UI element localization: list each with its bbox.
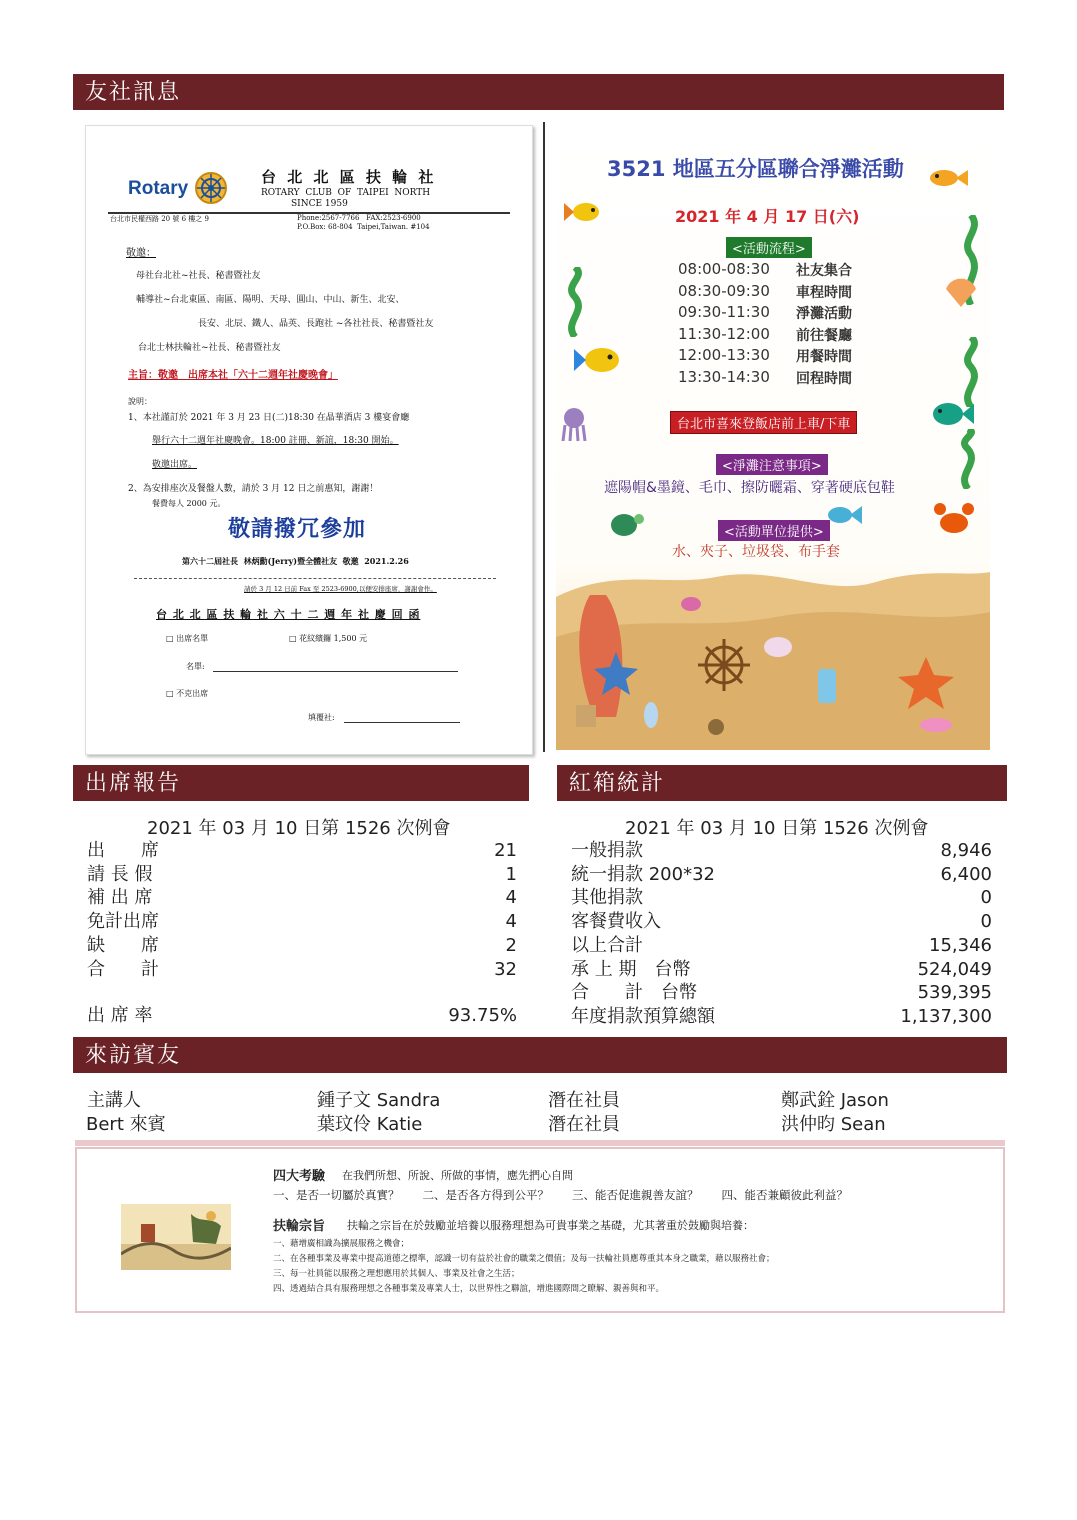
schedule-time: 08:30-09:30 [678,281,770,300]
section-header-redbox: 紅箱統計 [557,765,1007,801]
club-address: 台北市民權西路 20 號 6 樓之 9 [110,215,209,223]
letter-note-2b: 餐費每人 2000 元。 [152,499,226,508]
schedule-time: 08:00-08:30 [678,260,770,278]
attendance-row [87,910,517,934]
redbox-value: 6,400 [940,863,992,885]
letter-note-2: 2、為安排座次及餐盤人數，請於 3 月 12 日之前惠知，謝謝！ [128,484,379,494]
attendance-row [87,886,517,910]
attendance-label: 合 計 [87,958,159,980]
redbox-label: 以上合計 [571,934,643,956]
sand-dunes-illustration [556,557,990,750]
reply-name-line [213,671,458,672]
visitor-col1-row2: Bert 來賓 [86,1114,166,1135]
attendance-value: 4 [505,887,517,909]
attendance-label: 免計出席 [87,911,159,933]
schedule-item: 淨灘活動 [796,306,852,323]
attendance-value: 2 [505,934,517,956]
attendance-row [87,863,517,887]
object-item-3: 三、每一社員能以服務之理想應用於其個人、事業及社會之生活； [273,1269,520,1279]
section-header-attendance: 出席報告 [73,765,529,801]
letter-line-2: 輔導社~台北東區、南區、陽明、天母、圓山、中山、新生、北安、 [136,295,405,305]
octopus-icon [561,407,587,441]
reply-fill-line [344,722,460,723]
poster-supply: 水、夾子、垃圾袋、布手套 [672,544,840,560]
redbox-label: 客餐費收入 [571,911,661,933]
attendance-label: 請 長 假 [87,863,153,885]
attendance-label: 補 出 席 [87,887,153,909]
visitor-col4-row2: 洪仲昀 Sean [781,1114,886,1135]
attendance-rate-row [87,1004,517,1028]
schedule-item: 回程時間 [796,371,852,387]
poster-flow-label: <活動流程> [726,237,812,258]
section-header-visitors: 來訪賓友 [73,1037,1007,1073]
reply-dotted-rule [134,578,496,579]
schedule-time: 13:30-14:30 [678,368,770,386]
attendance-row [87,934,517,958]
poster-supply-label: <活動單位提供> [718,520,830,541]
fish-icon [928,167,968,189]
attendance-value: 1 [505,863,517,885]
attendance-value: 21 [494,840,517,861]
object-item-2: 二、在各種事業及專業中提高道德之標準，認識一切有益於社會的職業之價值；及每一扶輪社員應尊重其本身之職業，藉以服務社會； [273,1254,775,1264]
letter-line-4: 台北士林扶輪社~社長、秘書暨社友 [138,343,281,353]
schedule-item: 社友集合 [796,263,852,279]
redbox-value: 0 [980,887,992,909]
attendance-label: 出 席 [87,840,159,861]
poster-date: 2021 年 4 月 17 日(六) [675,207,860,226]
attendance-value: 32 [494,958,517,980]
four-way-test-items: 一、是否一切屬於真實？ 二、是否各方得到公平？ 三、能否促進親善友誼？ 四、能否兼顧彼此利益？ [273,1188,848,1202]
club-name: 台 北 北 區 扶 輪 社 [261,168,437,186]
visitor-col2-row1: 鍾子文 Sandra [317,1090,441,1111]
redbox-row [571,1005,992,1029]
redbox-value: 15,346 [929,934,992,956]
shell-icon [944,277,978,307]
reply-title: 台 北 北 區 扶 輪 社 六 十 二 週 年 社 慶 回 函 [156,608,421,621]
club-since: SINCE 1959 [291,199,348,209]
letter-note-1c: 敬邀出席。 [152,460,198,470]
redbox-value: 524,049 [917,958,992,980]
visitor-col3-row2: 潛在社員 [548,1114,620,1135]
four-way-test-intro: 在我們所想、所說、所做的事情，應先捫心自問 [342,1169,573,1182]
schedule-time: 11:30-12:00 [678,324,770,343]
reply-option-absent: □ 不克出席 [166,689,209,698]
visitor-col1-row1: 主講人 [87,1090,141,1111]
letter-headline: 敬請撥冗參加 [228,516,367,542]
landscape-painting-image [121,1204,231,1270]
letter-to-label: 敬邀： [126,248,156,259]
four-way-test-title: 四大考驗 [273,1169,326,1184]
redbox-value: 1,137,300 [900,1005,992,1027]
redbox-label: 承 上 期 台幣 [571,958,691,980]
reply-note: 請於 3 月 12 日前 Fax 至 2523-6900,以便安排座席，謝謝會作。 [244,585,437,593]
schedule-item: 車程時間 [796,284,852,301]
schedule-time: 09:30-11:30 [678,303,770,322]
attendance-row [87,839,517,863]
redbox-label: 統一捐款 200*32 [571,863,715,885]
redbox-subtitle: 2021 年 03 月 10 日第 1526 次例會 [625,818,929,839]
redbox-row [571,981,992,1005]
object-of-rotary-title: 扶輪宗旨 [273,1219,326,1234]
schedule-item: 用餐時間 [796,349,852,366]
attendance-row [87,958,517,982]
footer-rule-light [75,1140,1005,1146]
turtle-icon [604,507,644,543]
crab-icon [932,501,976,541]
poster-notice-label: <淨灘注意事項> [716,454,828,475]
redbox-row [571,934,992,958]
redbox-row [571,886,992,910]
column-divider [543,122,545,752]
redbox-row [571,910,992,934]
attendance-value: 4 [505,911,517,933]
section-header-friends: 友社訊息 [73,74,1004,110]
letter-line-1: 母社台北社~社長、秘書暨社友 [136,271,261,281]
attendance-label: 缺 席 [87,934,159,956]
object-item-4: 四、透過結合具有服務理想之各種事業及專業人士，以世界性之聯誼，增進國際間之瞭解、親善與和平。 [273,1284,665,1294]
seaweed-icon [954,337,988,407]
redbox-row [571,863,992,887]
redbox-label: 一般捐款 [571,840,643,861]
redbox-row [571,958,992,982]
reply-option-gift: □ 花紋繽鑼 1,500 元 [289,634,368,643]
redbox-value: 539,395 [917,982,992,1004]
letter-note-1b: 舉行六十二週年社慶晚會。18:00 註冊、新誼，18:30 開始。 [152,436,399,446]
fish-icon [574,343,622,377]
redbox-value: 0 [980,911,992,933]
redbox-label: 其他捐款 [571,887,643,909]
rotary-wordmark: Rotary [128,178,189,199]
letter-note-1: 1、本社謹訂於 2021 年 3 月 23 日(二)18:30 在晶華酒店 3 樓宴會廳 [128,413,410,423]
club-pobox: P.O.Box: 68-804 Taipei,Taiwan. #104 [297,223,430,231]
redbox-row [571,839,992,863]
invitation-letter [85,125,533,755]
reply-name-label: 名單: [186,662,205,671]
visitor-col2-row2: 葉玟伶 Katie [317,1114,423,1135]
visitor-col3-row1: 潛在社員 [548,1090,620,1111]
attendance-rate-value: 93.75% [448,1005,517,1026]
letter-signature: 第六十二屆社長 林炳勳(Jerry)暨全體社友 敬邀 2021.2.26 [182,556,409,566]
letter-subject: 主旨：敬邀 出席本社「六十二週年社慶晚會」 [128,370,338,381]
reply-option-attend: □ 出席名單 [166,634,209,643]
rotary-wheel-icon [193,170,229,206]
letter-line-3: 長安、北辰、鐵人、晶英、長跑社 ~各社社長、秘書暨社友 [198,319,434,329]
object-item-1: 一、藉增廣相識為擴展服務之機會； [273,1239,410,1249]
club-phone: Phone:2567-7766 FAX:2523-6900 [297,214,421,222]
seaweed-icon [558,267,592,337]
redbox-label: 合 計 台幣 [571,982,697,1004]
attendance-subtitle: 2021 年 03 月 10 日第 1526 次例會 [147,818,451,839]
fish-icon [826,503,862,527]
object-of-rotary-intro: 扶輪之宗旨在於鼓勵並培養以服務理想為可貴事業之基礎，尤其著重於鼓勵與培養： [347,1219,754,1232]
redbox-value: 8,946 [940,840,992,861]
letter-note-label: 說明： [128,397,152,406]
poster-title: 3521 地區五分區聯合淨灘活動 [607,157,904,181]
schedule-time: 12:00-13:30 [678,346,770,365]
visitor-col4-row1: 鄭武銓 Jason [781,1090,889,1111]
redbox-label: 年度捐款預算總額 [571,1005,715,1027]
attendance-rate-label: 出 席 率 [87,1005,153,1026]
club-name-en: ROTARY CLUB OF TAIPEI NORTH [261,188,431,198]
poster-notice: 遮陽帽&墨鏡、毛巾、擦防曬霜、穿著硬底包鞋 [604,480,895,496]
beach-cleanup-poster [556,127,990,750]
fish-icon [930,399,974,429]
reply-fill-label: 填覆社: [308,713,335,722]
seaweed-icon [948,429,988,489]
schedule-item: 前往餐廳 [796,327,852,344]
fish-icon [564,199,602,225]
rotary-principles-box [75,1147,1005,1313]
poster-pickup: 台北市喜來登飯店前上車/下車 [670,411,857,434]
